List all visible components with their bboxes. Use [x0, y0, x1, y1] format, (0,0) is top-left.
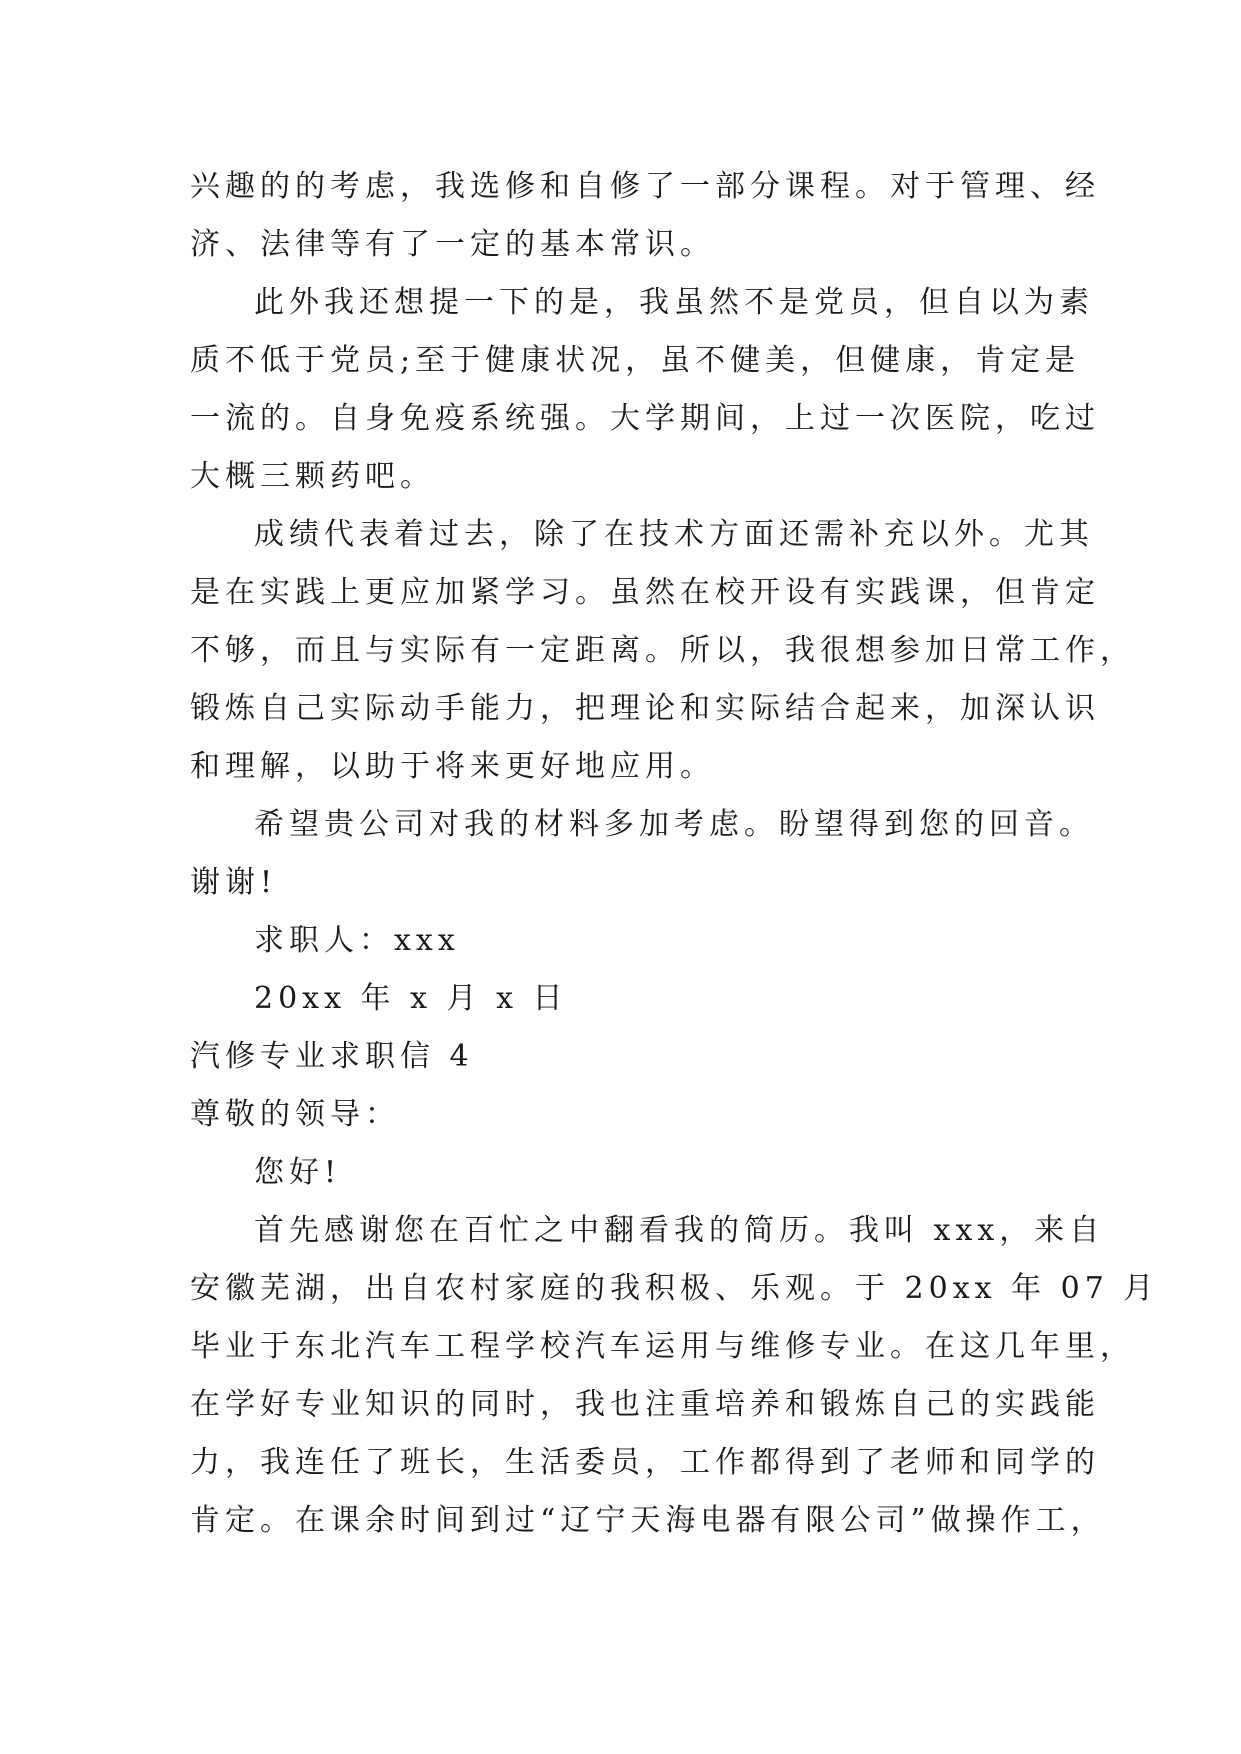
text-line: 安徽芜湖，出自农村家庭的我积极、乐观。于 20xx 年 07 月	[190, 1271, 1159, 1306]
paragraph-line: 希望贵公司对我的材料多加考虑。盼望得到您的回音。	[254, 807, 1094, 842]
text-line: 兴趣的的考虑，我选修和自修了一部分课程。对于管理、经	[190, 169, 1100, 204]
paragraph-line: 成绩代表着过去，除了在技术方面还需补充以外。尤其	[254, 517, 1094, 552]
greeting: 您好!	[254, 1155, 342, 1190]
letter-body	[190, 158, 1159, 1550]
text-line: 大概三颗药吧。	[190, 459, 435, 494]
text-line: 肯定。在课余时间到过“辽宁天海电器有限公司”做操作工，	[190, 1503, 1106, 1538]
signature-line: 求职人：xxx	[254, 923, 460, 958]
text-line: 是在实践上更应加紧学习。虽然在校开设有实践课，但肯定	[190, 575, 1100, 610]
paragraph-line: 首先感谢您在百忙之中翻看我的简历。我叫 xxx，来自	[254, 1213, 1105, 1248]
text-line: 质不低于党员;至于健康状况，虽不健美，但健康，肯定是	[190, 343, 1081, 378]
text-line: 不够，而且与实际有一定距离。所以，我很想参加日常工作，	[190, 633, 1135, 668]
text-line: 济、法律等有了一定的基本常识。	[190, 227, 715, 262]
text-line: 和理解，以助于将来更好地应用。	[190, 749, 715, 784]
text-line: 力，我连任了班长，生活委员，工作都得到了老师和同学的	[190, 1445, 1100, 1480]
text-line: 一流的。自身免疫系统强。大学期间，上过一次医院，吃过	[190, 401, 1100, 436]
date-line: 20xx 年 x 月 x 日	[254, 981, 568, 1016]
section-title: 汽修专业求职信 4	[190, 1039, 474, 1074]
text-line: 毕业于东北汽车工程学校汽车运用与维修专业。在这几年里，	[190, 1329, 1135, 1364]
paragraph-line: 此外我还想提一下的是，我虽然不是党员，但自以为素	[254, 285, 1094, 320]
salutation: 尊敬的领导：	[190, 1097, 400, 1132]
text-line: 锻炼自己实际动手能力，把理论和实际结合起来，加深认识	[190, 691, 1100, 726]
text-line: 谢谢!	[190, 865, 278, 900]
text-line: 在学好专业知识的同时，我也注重培养和锻炼自己的实践能	[190, 1387, 1100, 1422]
